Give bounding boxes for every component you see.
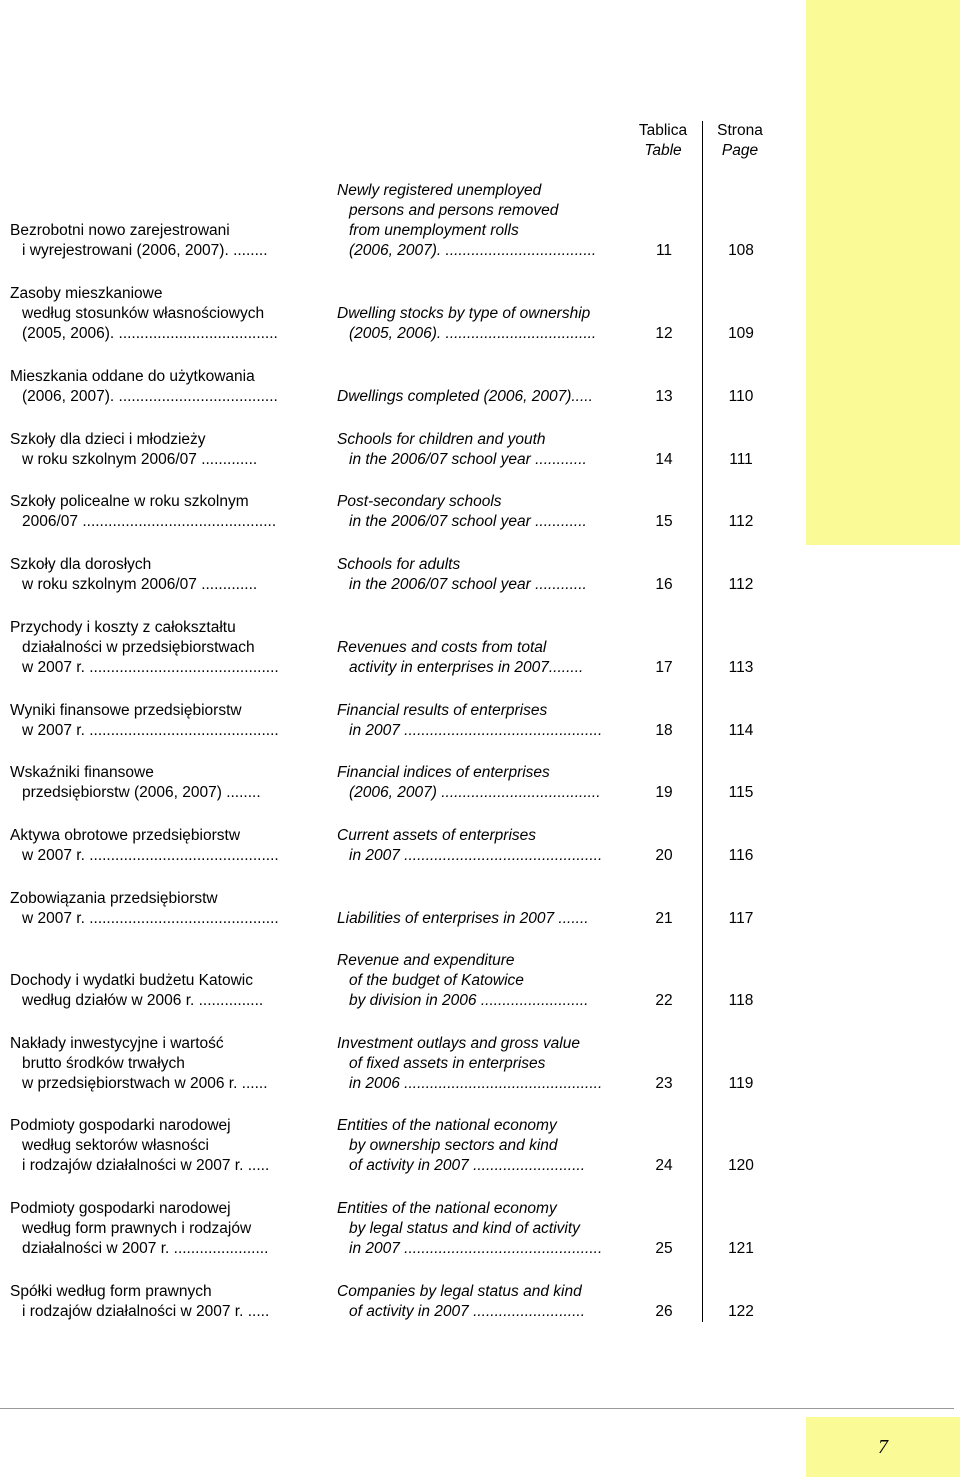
pl-line: Szkoły policealne w roku szkolnym (10, 493, 249, 510)
page-ref: 119 (728, 1075, 754, 1092)
en-line: Dwelling stocks by type of ownership (337, 305, 591, 322)
table-number: 19 (655, 784, 673, 801)
page-ref: 114 (728, 722, 754, 739)
page-number: 7 (878, 1435, 888, 1458)
pl-line: Przychody i koszty z całokształtu (10, 619, 236, 636)
en-line: Current assets of enterprises (337, 827, 537, 844)
header-table-pl: Tablica (638, 122, 688, 139)
en-line: Schools for adults (337, 556, 461, 573)
table-number: 14 (655, 451, 673, 468)
en-line: (2005, 2006). ................................... (349, 325, 597, 342)
en-line: of activity in 2007 .......................... (349, 1303, 586, 1320)
page-ref: 110 (728, 388, 754, 405)
footer-rule (0, 1408, 954, 1409)
page-ref: 115 (728, 784, 754, 801)
pl-line: Dochody i wydatki budżetu Katowic (10, 972, 253, 989)
en-line: of the budget of Katowice (349, 972, 524, 989)
pl-line: i rodzajów działalności w 2007 r. ..... (22, 1303, 270, 1320)
page-ref: 111 (729, 451, 753, 468)
pl-line: według form prawnych i rodzajów (22, 1220, 252, 1237)
pl-line: w roku szkolnym 2006/07 ............. (22, 576, 258, 593)
pl-line: Mieszkania oddane do użytkowania (10, 368, 255, 385)
en-line: Schools for children and youth (337, 431, 546, 448)
table-number: 11 (655, 242, 673, 259)
pl-line: według działów w 2006 r. ............... (22, 992, 264, 1009)
en-line: Post-secondary schools (337, 493, 502, 510)
table-number: 12 (655, 325, 673, 342)
en-line: from unemployment rolls (349, 222, 519, 239)
page-ref: 108 (728, 242, 754, 259)
pl-line: w 2007 r. ............................................ (22, 722, 279, 739)
pl-line: brutto środków trwałych (22, 1055, 185, 1072)
pl-line: według stosunków własnościowych (22, 305, 265, 322)
en-line: in the 2006/07 school year ............ (349, 576, 587, 593)
pl-line: i wyrejestrowani (2006, 2007). ........ (22, 242, 268, 259)
page-ref: 121 (728, 1240, 754, 1257)
pl-line: 2006/07 ............................................. (22, 513, 277, 530)
en-line: (2006, 2007). ................................... (349, 242, 597, 259)
page-ref: 122 (728, 1303, 754, 1320)
pl-line: działalności w 2007 r. ...................... (22, 1240, 269, 1257)
en-line: Revenues and costs from total (337, 639, 547, 656)
table-number: 18 (655, 722, 673, 739)
table-number: 15 (655, 513, 673, 530)
pl-line: Bezrobotni nowo zarejestrowani (10, 222, 230, 239)
en-line: of fixed assets in enterprises (349, 1055, 546, 1072)
pl-line: (2005, 2006). ..................................... (22, 325, 278, 342)
en-line: in the 2006/07 school year ............ (349, 513, 587, 530)
pl-line: w przedsiębiorstwach w 2006 r. ...... (22, 1075, 268, 1092)
header-table-en: Table (644, 142, 682, 159)
page-ref: 120 (728, 1157, 754, 1174)
page-ref: 112 (728, 576, 754, 593)
table-number: 23 (655, 1075, 673, 1092)
table-number: 24 (655, 1157, 673, 1174)
pl-line: (2006, 2007). ..................................... (22, 388, 278, 405)
table-number: 16 (655, 576, 673, 593)
header-page (706, 121, 774, 161)
page-ref: 109 (728, 325, 754, 342)
pl-line: Wyniki finansowe przedsiębiorstw (10, 702, 242, 719)
table-number: 22 (655, 992, 673, 1009)
en-line: in 2007 .............................................. (349, 1240, 603, 1257)
en-line: in the 2006/07 school year ............ (349, 451, 587, 468)
yellow-margin-top (806, 0, 960, 545)
page-ref: 117 (728, 910, 754, 927)
pl-line: Szkoły dla dorosłych (10, 556, 152, 573)
table-number: 13 (655, 388, 673, 405)
en-line: Investment outlays and gross value (337, 1035, 580, 1052)
page-ref: 118 (728, 992, 754, 1009)
header-page-pl: Strona (717, 122, 763, 139)
en-line: by legal status and kind of activity (349, 1220, 580, 1237)
header-page-en: Page (721, 142, 759, 159)
pl-line: w 2007 r. ............................................ (22, 847, 279, 864)
en-line: by division in 2006 ......................... (349, 992, 589, 1009)
table-number: 21 (655, 910, 673, 927)
en-line: Entities of the national economy (337, 1117, 557, 1134)
en-line: Liabilities of enterprises in 2007 ....... (337, 910, 589, 927)
en-line: Newly registered unemployed (337, 182, 542, 199)
pl-line: w roku szkolnym 2006/07 ............. (22, 451, 258, 468)
pl-line: według sektorów własności (22, 1137, 209, 1154)
pl-line: Podmioty gospodarki narodowej (10, 1200, 231, 1217)
pl-line: Szkoły dla dzieci i młodzieży (10, 431, 206, 448)
en-line: (2006, 2007) ..................................... (349, 784, 601, 801)
en-line: by ownership sectors and kind (349, 1137, 558, 1154)
table-number: 25 (655, 1240, 673, 1257)
pl-line: Zasoby mieszkaniowe (10, 285, 163, 302)
en-line: in 2007 .............................................. (349, 847, 603, 864)
en-line: Companies by legal status and kind (337, 1283, 582, 1300)
en-line: persons and persons removed (349, 202, 559, 219)
en-line: of activity in 2007 .......................... (349, 1157, 586, 1174)
en-line: Financial results of enterprises (337, 702, 548, 719)
page-ref: 112 (728, 513, 754, 530)
pl-line: w 2007 r. ............................................ (22, 659, 279, 676)
page-ref: 116 (728, 847, 754, 864)
pl-line: działalności w przedsiębiorstwach (22, 639, 255, 656)
en-line: Entities of the national economy (337, 1200, 557, 1217)
header-table (628, 121, 698, 161)
pl-line: Nakłady inwestycyjne i wartość (10, 1035, 224, 1052)
pl-line: i rodzajów działalności w 2007 r. ..... (22, 1157, 270, 1174)
en-line: Dwellings completed (2006, 2007)..... (337, 388, 593, 405)
table-number: 20 (655, 847, 673, 864)
pl-line: w 2007 r. ............................................ (22, 910, 279, 927)
en-line: activity in enterprises in 2007........ (349, 659, 584, 676)
en-line: Revenue and expenditure (337, 952, 515, 969)
column-divider (702, 121, 703, 1322)
pl-line: Aktywa obrotowe przedsiębiorstw (10, 827, 241, 844)
table-number: 26 (655, 1303, 673, 1320)
pl-line: Podmioty gospodarki narodowej (10, 1117, 231, 1134)
table-number: 17 (655, 659, 673, 676)
pl-line: Wskaźniki finansowe (10, 764, 154, 781)
pl-line: Zobowiązania przedsiębiorstw (10, 890, 218, 907)
en-line: in 2006 .............................................. (349, 1075, 603, 1092)
pl-line: Spółki według form prawnych (10, 1283, 212, 1300)
pl-line: przedsiębiorstw (2006, 2007) ........ (22, 784, 261, 801)
page-ref: 113 (728, 659, 754, 676)
en-line: Financial indices of enterprises (337, 764, 550, 781)
en-line: in 2007 .............................................. (349, 722, 603, 739)
